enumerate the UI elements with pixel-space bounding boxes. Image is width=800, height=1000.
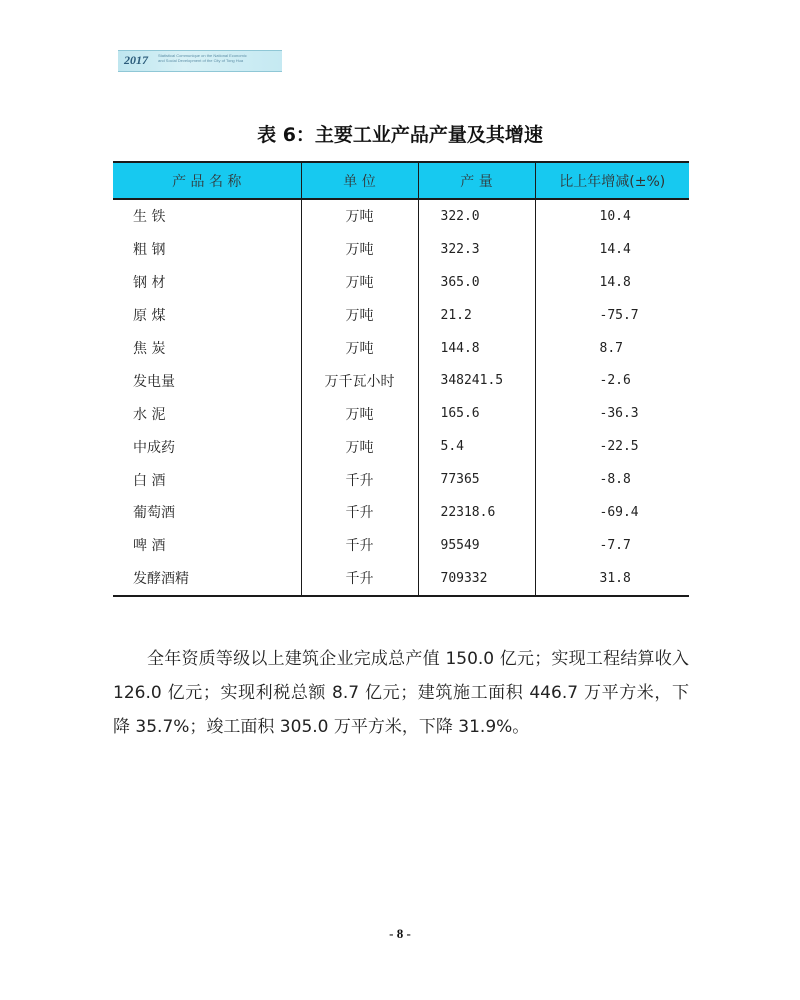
cell-product-name: 生 铁 xyxy=(133,209,166,226)
cell-change: 8.7 xyxy=(535,332,689,365)
cell-unit: 万吨 xyxy=(301,397,418,430)
cell-output: 5.4 xyxy=(418,430,535,463)
cell-product-name: 发酵酒精 xyxy=(133,571,189,588)
cell-unit: 万吨 xyxy=(301,233,418,266)
cell-product-name: 粗 钢 xyxy=(133,242,166,259)
table-row xyxy=(113,364,689,397)
cell-unit: 万吨 xyxy=(301,299,418,332)
cell-change: -22.5 xyxy=(535,430,689,463)
cell-output: 322.3 xyxy=(418,233,535,266)
cell-change: -7.7 xyxy=(535,529,689,562)
cell-product-name: 钢 材 xyxy=(133,275,166,292)
cell-product-name: 原 煤 xyxy=(133,308,166,325)
cell-unit: 万吨 xyxy=(301,332,418,365)
header-subtitle-line: Statistical Communique on the National Economic xyxy=(158,53,247,58)
header-banner xyxy=(118,50,282,72)
cell-output: 21.2 xyxy=(418,299,535,332)
column-header-product: 产 品 名 称 xyxy=(113,162,301,199)
table-title: 表 6：主要工业产品产量及其增速 xyxy=(257,124,543,146)
cell-change: -75.7 xyxy=(535,299,689,332)
header-year: 2017 xyxy=(124,53,148,67)
cell-product-name: 水 泥 xyxy=(133,406,166,423)
cell-product-name: 中成药 xyxy=(133,439,175,456)
cell-change: 10.4 xyxy=(535,199,689,233)
cell-unit: 千升 xyxy=(301,496,418,529)
cell-product-name: 发电量 xyxy=(133,373,175,390)
cell-output: 95549 xyxy=(418,529,535,562)
table-row xyxy=(113,430,689,463)
table-row xyxy=(113,529,689,562)
table-row xyxy=(113,332,689,365)
cell-output: 165.6 xyxy=(418,397,535,430)
table-row xyxy=(113,562,689,596)
cell-change: -2.6 xyxy=(535,364,689,397)
table-row xyxy=(113,199,689,233)
cell-output: 709332 xyxy=(418,562,535,596)
column-header-unit: 单 位 xyxy=(301,162,418,199)
column-header-change: 比上年增减(±%) xyxy=(535,162,689,199)
cell-change: 31.8 xyxy=(535,562,689,596)
table-header-row xyxy=(113,162,689,199)
cell-output: 348241.5 xyxy=(418,364,535,397)
cell-unit: 万吨 xyxy=(301,266,418,299)
cell-unit: 万千瓦小时 xyxy=(301,364,418,397)
cell-change: -36.3 xyxy=(535,397,689,430)
cell-output: 144.8 xyxy=(418,332,535,365)
cell-change: 14.4 xyxy=(535,233,689,266)
table-row xyxy=(113,233,689,266)
construction-paragraph: 全年资质等级以上建筑企业完成总产值 150.0 亿元；实现工程结算收入 126.0 亿元；实现利税总额 8.7 亿元；建筑施工面积 446.7 万平方米，下降 35.7%；竣工面积 305.0 万平方米，下降 31.9%。 xyxy=(113,649,689,737)
header-subtitle xyxy=(158,53,278,63)
cell-unit: 千升 xyxy=(301,562,418,596)
cell-change: -8.8 xyxy=(535,463,689,496)
table-row xyxy=(113,299,689,332)
industrial-output-table xyxy=(113,161,689,597)
table-row xyxy=(113,397,689,430)
table-row xyxy=(113,496,689,529)
page-number: - 8 - xyxy=(389,926,411,941)
cell-unit: 万吨 xyxy=(301,430,418,463)
cell-change: 14.8 xyxy=(535,266,689,299)
cell-output: 77365 xyxy=(418,463,535,496)
cell-product-name: 白 酒 xyxy=(133,472,166,489)
header-subtitle-line: and Social Development of the City of Tong Hua xyxy=(158,58,244,63)
cell-unit: 千升 xyxy=(301,529,418,562)
cell-product-name: 啤 酒 xyxy=(133,538,166,555)
cell-product-name: 焦 炭 xyxy=(133,341,166,357)
column-header-output: 产 量 xyxy=(418,162,535,199)
cell-unit: 千升 xyxy=(301,463,418,496)
cell-change: -69.4 xyxy=(535,496,689,529)
cell-output: 22318.6 xyxy=(418,496,535,529)
cell-unit: 万吨 xyxy=(301,199,418,233)
cell-output: 322.0 xyxy=(418,199,535,233)
table-row xyxy=(113,266,689,299)
cell-product-name: 葡萄酒 xyxy=(133,505,175,522)
cell-output: 365.0 xyxy=(418,266,535,299)
table-row xyxy=(113,463,689,496)
